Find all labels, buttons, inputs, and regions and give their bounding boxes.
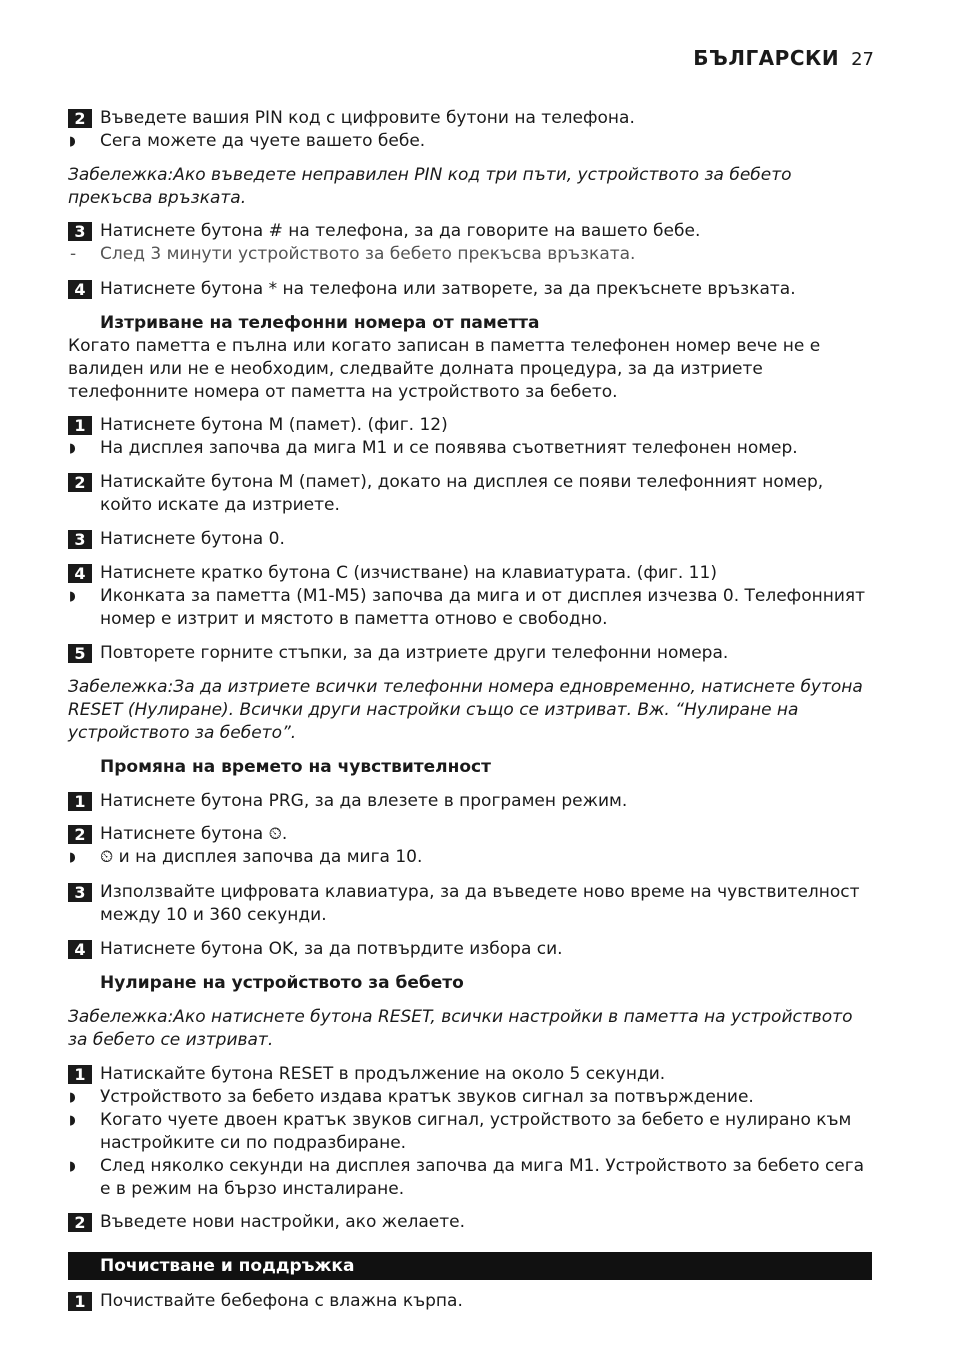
note: Забележка:За да изтриете всички телефонни номера едновременно, натиснете бутона RESET (Нулиране). Всички други настройки също се изтриват. Вж. “Нулиране на устройството за бебето”. <box>68 677 863 743</box>
result-text: След няколко секунди на дисплея започва да мига M1. Устройството за бебето сега е в режим на бързо инсталиране. <box>100 1156 865 1199</box>
step <box>68 278 874 301</box>
result <box>68 130 874 153</box>
result <box>68 1086 874 1109</box>
step-number: 4 <box>68 280 92 299</box>
step-text: Натиснете бутона OK, за да потвърдите избора си. <box>100 939 563 959</box>
step <box>68 642 874 665</box>
page-header <box>693 47 874 72</box>
result-text: Сега можете да чуете вашето бебе. <box>100 131 426 151</box>
erase-step-1 <box>68 414 874 460</box>
step-text: Въведете вашия PIN код с цифровите бутони на телефона. <box>100 108 635 128</box>
step-text: Използвайте цифровата клавиатура, за да въведете ново време на чувствителност между 10 и 360 секунди. <box>100 882 860 925</box>
result-text: След 3 минути устройството за бебето прекъсва връзката. <box>100 244 636 264</box>
step-text: Почиствайте бебефона с влажна кърпа. <box>100 1291 463 1311</box>
sens-step-2 <box>68 823 874 869</box>
step-text: Натиснете кратко бутона C (изчистване) на клавиатурата. (фиг. 11) <box>100 563 717 583</box>
step-number: 2 <box>68 1213 92 1232</box>
step-text: Натиснете бутона M (памет). (фиг. 12) <box>100 415 448 435</box>
step-number: 2 <box>68 109 92 128</box>
section-intro: Когато паметта е пълна или когато записан в паметта телефонен номер вече не е валиден или не е необходим, следвайте долната процедура, за да изтриете телефонните номера от паметта на устройството за бебето. <box>68 336 821 402</box>
step-text: Натиснете бутона ⏲. <box>100 824 288 844</box>
step-number: 1 <box>68 416 92 435</box>
step-number: 1 <box>68 792 92 811</box>
result-text: На дисплея започва да мига M1 и се появява съответният телефонен номер. <box>100 438 798 458</box>
erase-step-4 <box>68 562 874 631</box>
pin-steps <box>68 107 874 153</box>
step <box>68 938 874 961</box>
reset-step-2 <box>68 1211 874 1234</box>
result-text: Иконката за паметта (M1-M5) започва да мига и от дисплея изчезва 0. Телефонният номер е изтрит и мястото в паметта отново е свободно. <box>100 586 866 629</box>
language-label: БЪЛГАРСКИ <box>693 46 840 70</box>
result <box>68 437 874 460</box>
erase-step-3 <box>68 528 874 551</box>
bullet-icon: ◗ <box>69 1090 76 1105</box>
step-number: 3 <box>68 883 92 902</box>
step-number: 4 <box>68 564 92 583</box>
step-number: 1 <box>68 1065 92 1084</box>
result <box>68 1109 874 1155</box>
step <box>68 562 874 585</box>
step <box>68 471 874 517</box>
step-text: Натиснете бутона PRG, за да влезете в програмен режим. <box>100 791 628 811</box>
step-number: 3 <box>68 222 92 241</box>
bullet-icon: ◗ <box>69 850 76 865</box>
result <box>68 585 874 631</box>
result <box>68 846 874 869</box>
result-text: Когато чуете двоен кратък звуков сигнал, устройството за бебето е нулирано към настройките си по подразбиране. <box>100 1110 852 1153</box>
bullet-icon: ◗ <box>69 1159 76 1174</box>
hangup-step <box>68 278 874 301</box>
sens-step-1 <box>68 790 874 813</box>
step-number: 3 <box>68 530 92 549</box>
step-number: 2 <box>68 825 92 844</box>
section-heading: Промяна на времето на чувствителност <box>100 757 491 777</box>
note: Забележка:Ако натиснете бутона RESET, всички настройки в паметта на устройството за бебето се изтриват. <box>68 1007 853 1050</box>
talk-steps <box>68 220 874 266</box>
step-text: Натиснете бутона * на телефона или затворете, за да прекъснете връзката. <box>100 279 796 299</box>
step-text: Въведете нови настройки, ако желаете. <box>100 1212 466 1232</box>
step <box>68 1063 874 1086</box>
step <box>68 790 874 813</box>
step <box>68 1211 874 1234</box>
step-text: Повторете горните стъпки, за да изтриете други телефонни номера. <box>100 643 729 663</box>
step <box>68 528 874 551</box>
step <box>68 107 874 130</box>
section-heading: Нулиране на устройството за бебето <box>100 973 464 993</box>
step-text: Натискайте бутона M (памет), докато на дисплея се появи телефонният номер, който искате да изтриете. <box>100 472 824 515</box>
bullet-icon: ◗ <box>69 589 76 604</box>
dash-marker: - <box>70 244 77 264</box>
step-text: Натиснете бутона # на телефона, за да говорите на вашето бебе. <box>100 221 701 241</box>
sens-step-4 <box>68 938 874 961</box>
result-text: ⏲ и на дисплея започва да мига 10. <box>100 847 423 867</box>
note: Забележка:Ако въведете неправилен PIN код три пъти, устройството за бебето прекъсва връзката. <box>68 165 792 208</box>
step-number: 5 <box>68 644 92 663</box>
bullet-icon: ◗ <box>69 1113 76 1128</box>
step <box>68 823 874 846</box>
erase-step-5 <box>68 642 874 665</box>
step <box>68 220 874 243</box>
step <box>68 414 874 437</box>
section-heading: Изтриване на телефонни номера от паметта <box>100 313 540 333</box>
bullet-icon: ◗ <box>69 134 76 149</box>
step-number: 1 <box>68 1292 92 1311</box>
page-number: 27 <box>851 49 874 70</box>
erase-step-2 <box>68 471 874 517</box>
bullet-icon: ◗ <box>69 441 76 456</box>
step-number: 2 <box>68 473 92 492</box>
step-text: Натиснете бутона 0. <box>100 529 285 549</box>
step-text: Натискайте бутона RESET в продължение на около 5 секунди. <box>100 1064 666 1084</box>
sens-step-3 <box>68 881 874 927</box>
result-text: Устройството за бебето издава кратък звуков сигнал за потвърждение. <box>100 1087 754 1107</box>
step <box>68 881 874 927</box>
clean-step-1 <box>68 1290 874 1313</box>
step-number: 4 <box>68 940 92 959</box>
result <box>68 243 874 266</box>
reset-step-1 <box>68 1063 874 1201</box>
result <box>68 1155 874 1201</box>
step <box>68 1290 874 1313</box>
section-heading-bar: Почистване и поддръжка <box>68 1252 872 1280</box>
